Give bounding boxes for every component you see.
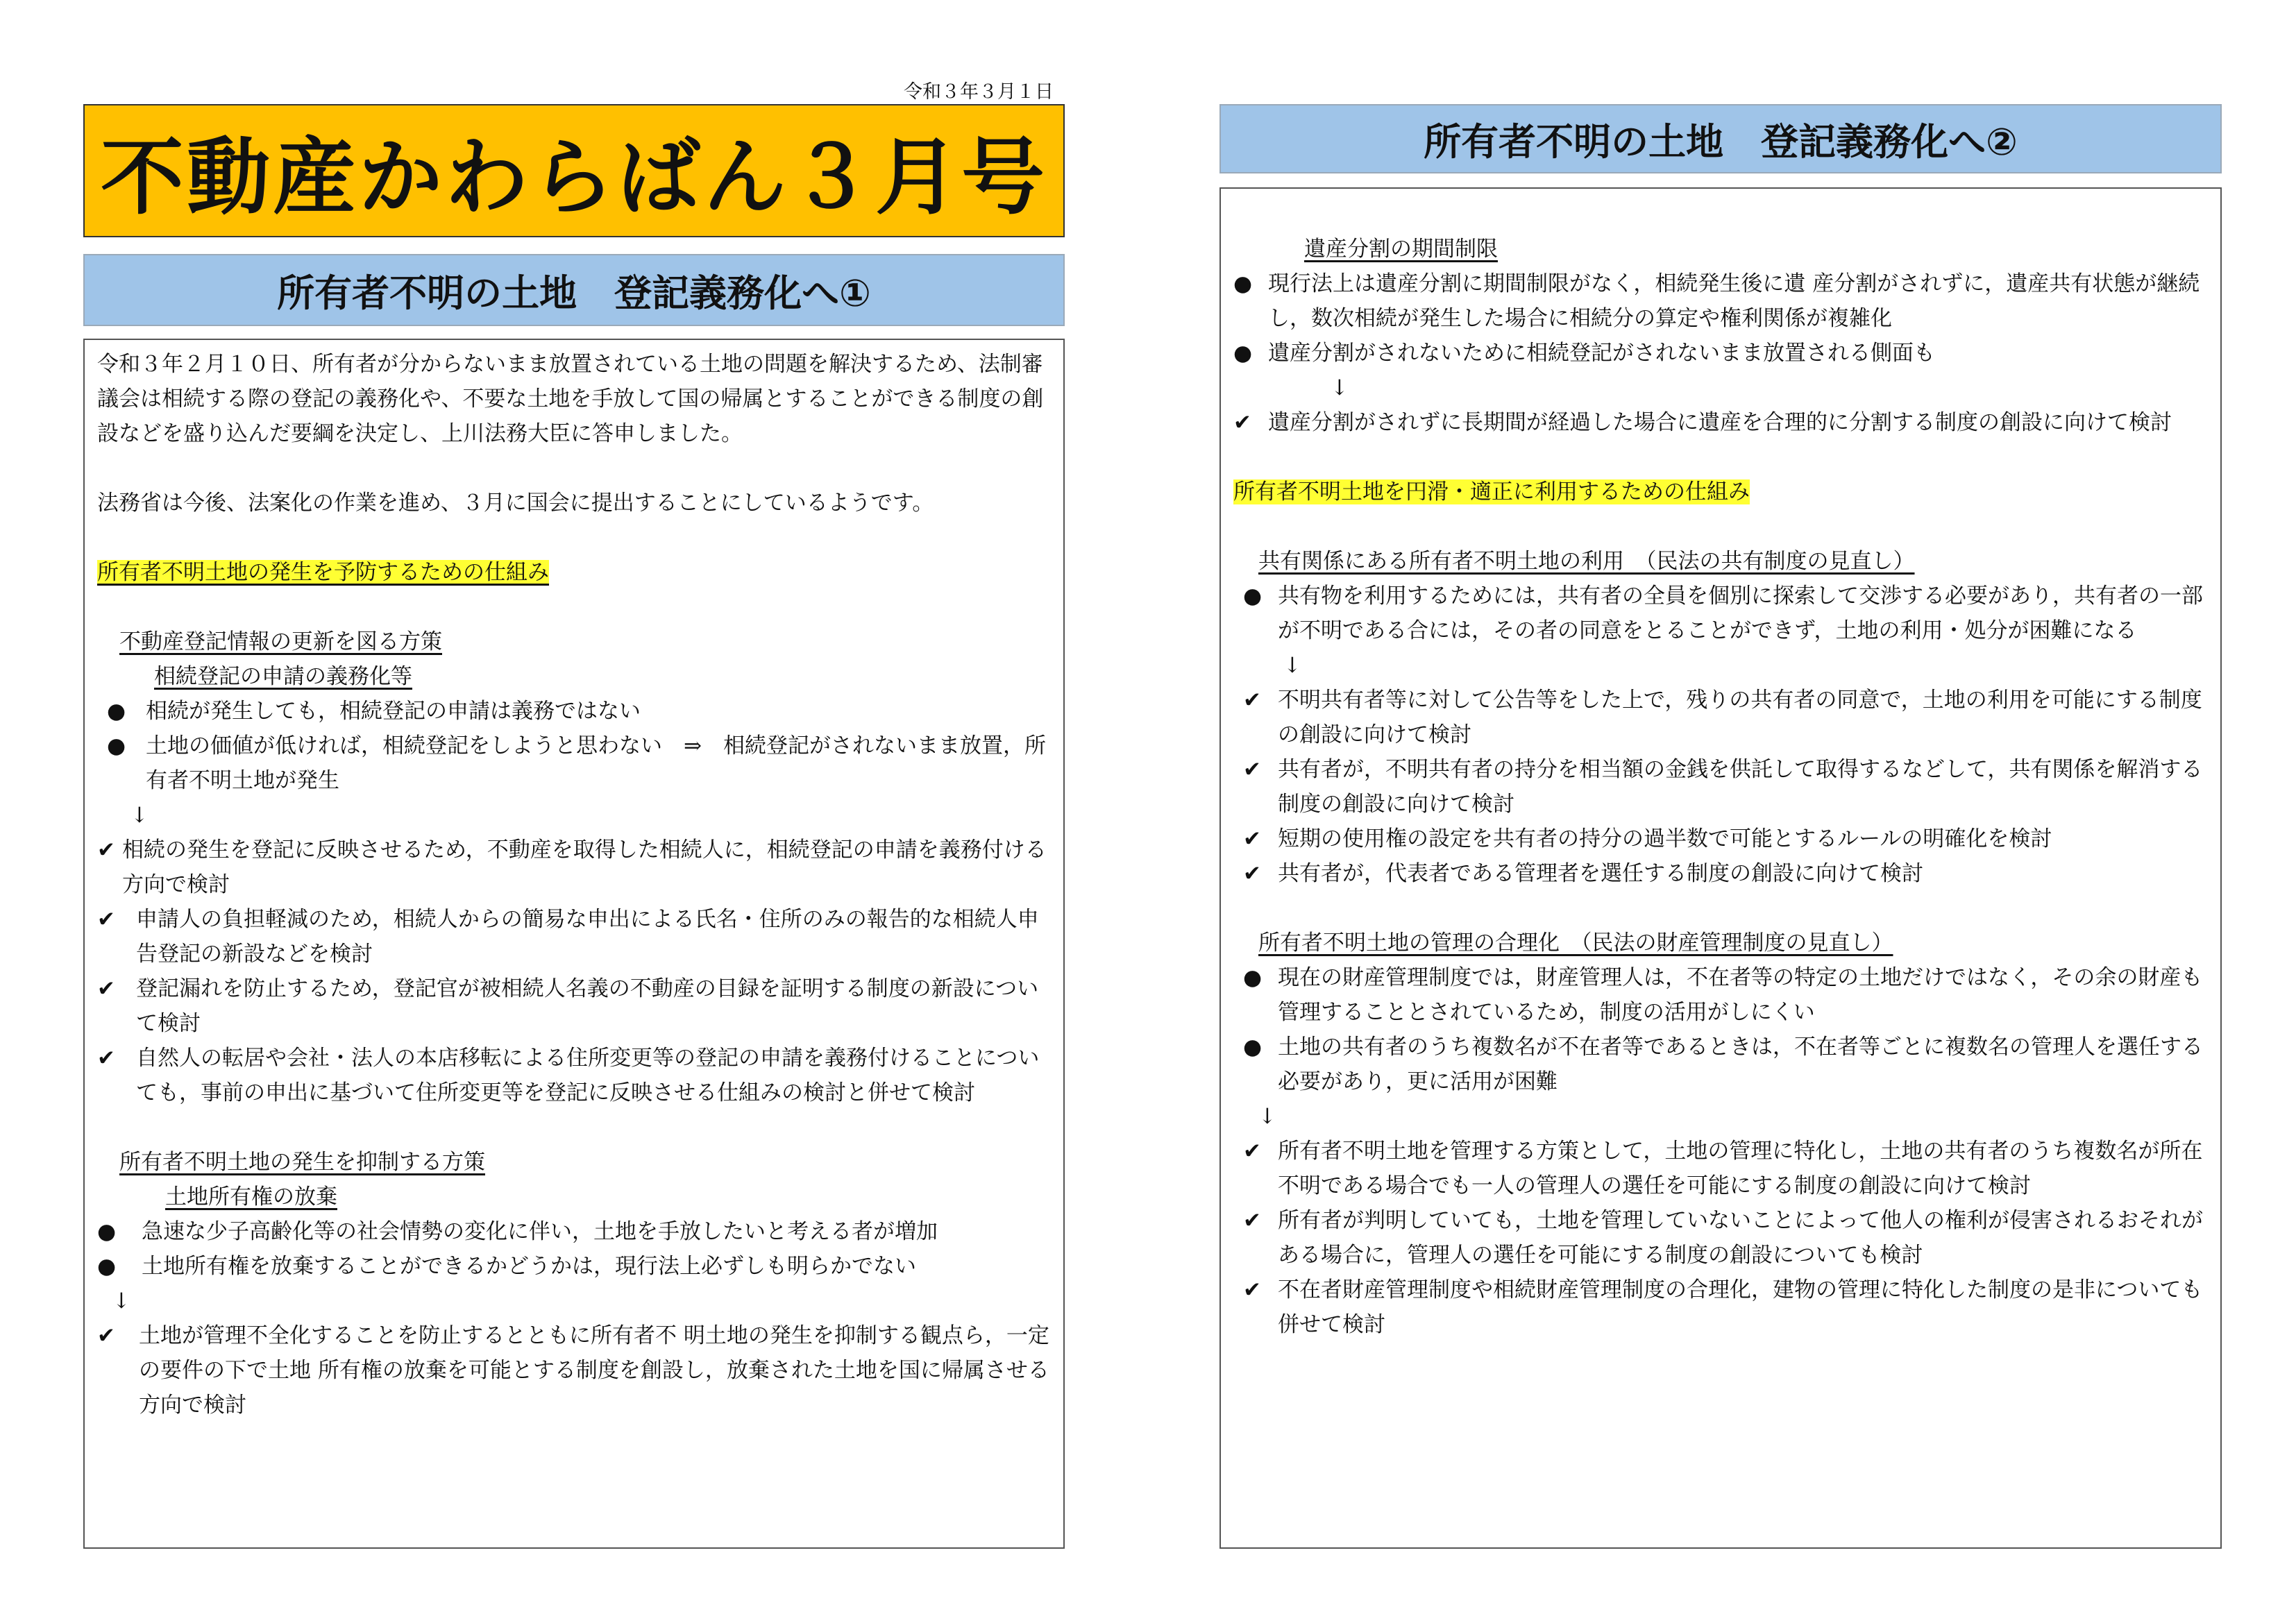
section-heading-use: 所有者不明土地を円滑・適正に利用するための仕組み [1233, 479, 1750, 504]
left-content [97, 347, 1054, 1422]
bullet-item: ● 相続が発生しても，相続登記の申請は義務ではない [97, 694, 1054, 729]
down-arrow-icon: ↓ [1258, 1104, 1276, 1129]
check-item: ✔ 共有者が，代表者である管理者を選任する制度の創設に向けて検討 [1233, 856, 2211, 891]
bullet-icon: ● [97, 1219, 117, 1244]
issue-date: 令和３年３月１日 [904, 81, 1054, 103]
bullet-item: ● 現行法上は遺産分割に期間制限がなく，相続発生後に遺 産分割がされずに，遺産共有状態が継続し，数次相続が発生した場合に相続分の算定や権利関係が複雑化 [1233, 266, 2211, 336]
newsletter-title: 不動産かわらばん３月号 [83, 104, 1065, 237]
check-item: ✔ 所有者が判明していても，土地を管理していないことによって他人の権利が侵害されるおそれがある場合に，管理人の選任を可能にする制度の創設についても検討 [1233, 1203, 2211, 1273]
check-item: ✔ 短期の使用権の設定を共有者の持分の過半数で可能とするルールの明確化を検討 [1233, 822, 2211, 856]
checkmark-icon: ✔ [1243, 1139, 1261, 1164]
down-arrow-icon: ↓ [112, 1289, 130, 1314]
check-item: ✔ 不明共有者等に対して公告等をした上で，残りの共有者の同意で，土地の利用を可能にする制度の創設に向けて検討 [1233, 683, 2211, 752]
bullet-item: ● 現在の財産管理制度では，財産管理人は，不在者等の特定の土地だけではなく，その余の財産も管理することとされているため，制度の活用がしにくい [1233, 960, 2211, 1030]
subsection-title: 共有関係にある所有者不明土地の利用 （民法の共有制度の見直し） [1258, 549, 1915, 574]
check-item: ✔ 遺産分割がされずに長期間が経過した場合に遺産を合理的に分割する制度の創設に向けて検討 [1233, 405, 2211, 440]
right-content [1233, 232, 2211, 1342]
subsection-subtitle: 土地所有権の放棄 [165, 1184, 337, 1209]
checkmark-icon: ✔ [1243, 1277, 1261, 1302]
left-section-header: 所有者不明の土地 登記義務化へ① [83, 254, 1065, 326]
checkmark-icon: ✔ [97, 976, 115, 1001]
check-item: ✔ 相続の発生を登記に反映させるため，不動産を取得した相続人に，相続登記の申請を義務付ける方向で検討 [97, 833, 1054, 902]
down-arrow-icon: ↓ [1331, 375, 1349, 400]
bullet-icon: ● [107, 733, 126, 758]
bullet-icon: ● [97, 1254, 117, 1279]
bullet-icon: ● [107, 699, 126, 724]
check-item: ✔ 登記漏れを防止するため，登記官が被相続人名義の不動産の目録を証明する制度の新設について検討 [97, 971, 1054, 1041]
bullet-item: ● 土地の共有者のうち複数名が不在者等であるときは，不在者等ごとに複数名の管理人を選任する必要があり，更に活用が困難 [1233, 1030, 2211, 1099]
intro-paragraph-2: 法務省は今後、法案化の作業を進め、３月に国会に提出することにしているようです。 [97, 491, 934, 516]
check-item: ✔ 自然人の転居や会社・法人の本店移転による住所変更等の登記の申請を義務付けることについても，事前の申出に基づいて住所変更等を登記に反映させる仕組みの検討と併せて検討 [97, 1041, 1054, 1110]
checkmark-icon: ✔ [97, 1323, 115, 1348]
checkmark-icon: ✔ [1243, 688, 1261, 713]
intro-paragraph: 令和３年２月１０日、所有者が分からないまま放置されている土地の問題を解決するため、法制審議会は相続する際の登記の義務化や、不要な土地を手放して国の帰属とすることができる制度の創設などを盛り込んだ要綱を決定し、上川法務大臣に答申しました。 [97, 352, 1044, 446]
checkmark-icon: ✔ [1233, 410, 1251, 435]
checkmark-icon: ✔ [1243, 861, 1261, 886]
bullet-item: ● 共有物を利用するためには，共有者の全員を個別に探索して交渉する必要があり，共有者の一部が不明である合には，その者の同意をとることができず，土地の利用・処分が困難になる [1233, 579, 2211, 648]
check-item: ✔ 申請人の負担軽減のため，相続人からの簡易な申出による氏名・住所のみの報告的な相続人申告登記の新設などを検討 [97, 902, 1054, 971]
subsection-title: 遺産分割の期間制限 [1304, 237, 1498, 262]
check-item: ✔ 共有者が，不明共有者の持分を相当額の金銭を供託して取得するなどして，共有関係を解消する制度の創設に向けて検討 [1233, 752, 2211, 822]
bullet-item: ● 土地所有権を放棄することができるかどうかは，現行法上必ずしも明らかでない [97, 1249, 1054, 1284]
subsection-title: 所有者不明土地の発生を抑制する方策 [119, 1150, 485, 1175]
section-heading-prevent: 所有者不明土地の発生を予防するための仕組み [97, 560, 549, 585]
bullet-item: ● 遺産分割がされないために相続登記がされないまま放置される側面も [1233, 336, 2211, 371]
right-section-header: 所有者不明の土地 登記義務化へ② [1219, 104, 2222, 173]
subsection-subtitle: 相続登記の申請の義務化等 [154, 664, 412, 689]
bullet-icon: ● [1233, 341, 1253, 366]
bullet-icon: ● [1233, 271, 1253, 296]
checkmark-icon: ✔ [97, 838, 115, 863]
bullet-icon: ● [1243, 1035, 1263, 1060]
bullet-item: ● 土地の価値が低ければ，相続登記をしようと思わない ⇒ 相続登記がされないまま放置，所有者不明土地が発生 [97, 729, 1054, 798]
subsection-title: 所有者不明土地の管理の合理化 （民法の財産管理制度の見直し） [1258, 931, 1893, 955]
check-item: ✔ 不在者財産管理制度や相続財産管理制度の合理化，建物の管理に特化した制度の是非についても併せて検討 [1233, 1273, 2211, 1342]
bullet-icon: ● [1243, 584, 1263, 609]
check-item: ✔ 所有者不明土地を管理する方策として，土地の管理に特化し，土地の共有者のうち複数名が所在不明である場合でも一人の管理人の選任を可能にする制度の創設に向けて検討 [1233, 1134, 2211, 1203]
bullet-icon: ● [1243, 965, 1263, 990]
down-arrow-icon: ↓ [1283, 653, 1301, 678]
bullet-item: ● 急速な少子高齢化等の社会情勢の変化に伴い，土地を手放したいと考える者が増加 [97, 1214, 1054, 1249]
checkmark-icon: ✔ [97, 1046, 115, 1071]
checkmark-icon: ✔ [97, 907, 115, 932]
subsection-title: 不動産登記情報の更新を図る方策 [119, 629, 442, 654]
checkmark-icon: ✔ [1243, 1208, 1261, 1233]
down-arrow-icon: ↓ [130, 803, 149, 828]
check-item: ✔ 土地が管理不全化することを防止するとともに所有者不 明土地の発生を抑制する観点ら，一定の要件の下で土地 所有権の放棄を可能とする制度を創設し，放棄された土地を国に帰属させる方向で検討 [97, 1318, 1054, 1422]
checkmark-icon: ✔ [1243, 757, 1261, 782]
checkmark-icon: ✔ [1243, 826, 1261, 851]
